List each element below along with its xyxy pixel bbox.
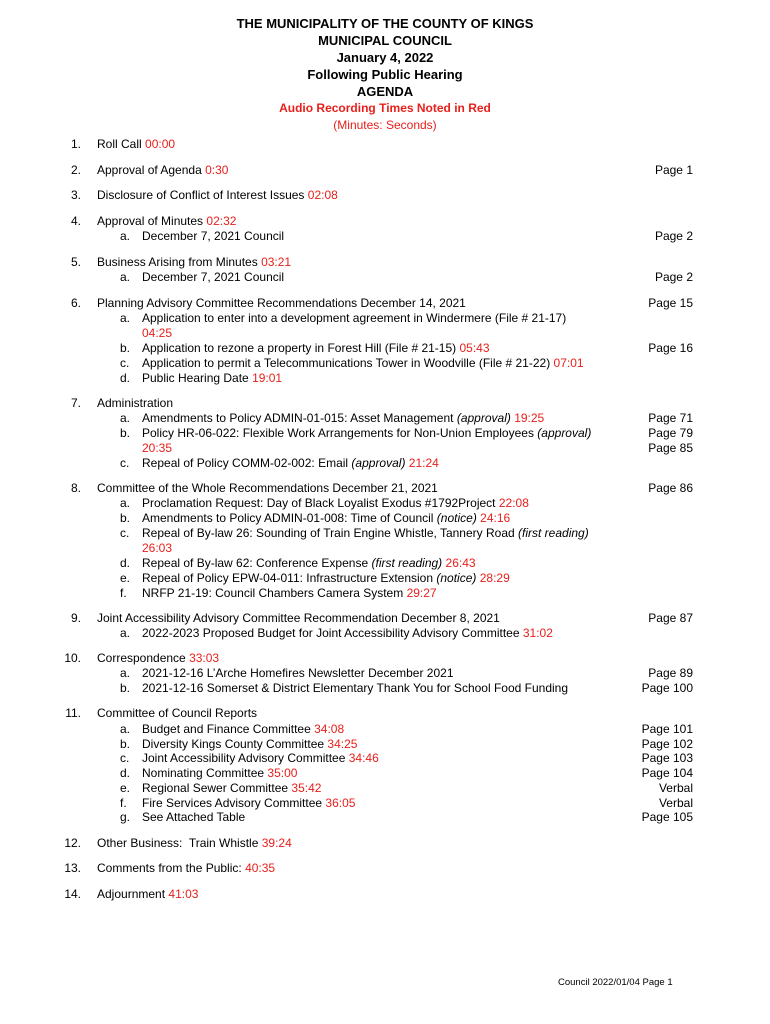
audio-time: 00:00 <box>145 137 176 151</box>
page-reference: Page 105 <box>641 810 693 824</box>
audio-time: 35:42 <box>291 781 322 795</box>
audio-time: 02:08 <box>307 188 338 202</box>
audio-time: 33:03 <box>189 651 220 665</box>
audio-time: 40:35 <box>245 861 276 875</box>
item-title: Business Arising from Minutes 03:21 <box>97 255 292 269</box>
item-number: 6. <box>70 296 81 310</box>
page-reference: Verbal <box>658 796 693 810</box>
item-number: 1. <box>70 137 81 151</box>
page-reference: Page 85 <box>648 441 693 455</box>
page-reference: Page 89 <box>648 666 693 680</box>
item-title: Disclosure of Conflict of Interest Issues 02:08 <box>97 188 338 202</box>
audio-time: 41:03 <box>168 887 199 901</box>
audio-time: 19:01 <box>252 371 283 385</box>
audio-time: 26:03 <box>142 541 173 555</box>
item-number: 8. <box>70 481 81 495</box>
audio-time: 19:25 <box>514 411 545 425</box>
item-title: Roll Call 00:00 <box>97 137 176 151</box>
item-title: Committee of Council Reports <box>97 706 258 720</box>
agenda-header <box>0 15 770 134</box>
audio-time: 35:00 <box>267 766 298 780</box>
page-reference: Page 16 <box>648 341 693 355</box>
page-reference: Page 2 <box>654 270 693 284</box>
page-reference: Page 1 <box>654 163 693 177</box>
audio-note: Audio Recording Times Noted in Red <box>279 101 491 115</box>
page-reference: Page 104 <box>641 766 693 780</box>
page-reference: Page 2 <box>654 229 693 243</box>
council-title: MUNICIPAL COUNCIL <box>318 33 452 48</box>
audio-time: 22:08 <box>498 496 529 510</box>
audio-time: 24:16 <box>480 511 511 525</box>
page-reference: Page 15 <box>648 296 693 310</box>
audio-time: 20:35 <box>142 441 173 455</box>
audio-time: 36:05 <box>325 796 356 810</box>
item-number: 12. <box>64 836 81 850</box>
item-title: Committee of the Whole Recommendations December 21, 2021 <box>97 481 438 495</box>
item-title: Joint Accessibility Advisory Committee Recommendation December 8, 2021 <box>97 611 500 625</box>
page-reference: Page 87 <box>648 611 693 625</box>
page-reference: Page 100 <box>641 681 693 695</box>
item-number: 3. <box>70 188 81 202</box>
agenda-heading: AGENDA <box>356 84 414 99</box>
audio-time: 26:43 <box>445 556 476 570</box>
audio-time: 05:43 <box>459 341 490 355</box>
item-number: 7. <box>70 396 81 410</box>
page-reference: Page 102 <box>641 737 693 751</box>
item-title: Adjournment 41:03 <box>97 887 199 901</box>
item-number: 9. <box>70 611 81 625</box>
page-reference: Page 101 <box>641 722 693 736</box>
audio-time: 34:25 <box>327 737 358 751</box>
meeting-date: January 4, 2022 <box>336 50 434 65</box>
item-title: Comments from the Public: 40:35 <box>97 861 276 875</box>
audio-time: 29:27 <box>406 586 437 600</box>
item-number: 14. <box>64 887 81 901</box>
item-title: Planning Advisory Committee Recommendations December 14, 2021 <box>97 296 466 310</box>
item-title: Administration <box>97 396 174 410</box>
item-title: Approval of Agenda 0:30 <box>97 163 229 177</box>
audio-time: 02:32 <box>206 214 237 228</box>
item-title: Approval of Minutes 02:32 <box>97 214 237 228</box>
page-reference: Page 103 <box>641 751 693 765</box>
audio-time: 07:01 <box>553 356 584 370</box>
audio-time: 0:30 <box>205 163 229 177</box>
page-reference: Verbal <box>658 781 693 795</box>
audio-time: 39:24 <box>261 836 292 850</box>
item-number: 5. <box>70 255 81 269</box>
meeting-subtitle: Following Public Hearing <box>307 67 463 82</box>
item-number: 10. <box>64 651 81 665</box>
audio-time: 34:08 <box>314 722 345 736</box>
item-number: 11. <box>65 706 81 720</box>
page-reference: Page 79 <box>648 426 693 440</box>
municipality-title: THE MUNICIPALITY OF THE COUNTY OF KINGS <box>236 16 534 31</box>
item-title: Other Business: Train Whistle 39:24 <box>97 836 292 850</box>
item-number: 13. <box>64 861 81 875</box>
item-number: 4. <box>70 214 81 228</box>
audio-time: 03:21 <box>261 255 292 269</box>
time-format-note: (Minutes: Seconds) <box>333 118 437 132</box>
item-number: 2. <box>70 163 81 177</box>
audio-time: 28:29 <box>479 571 510 585</box>
item-title: Correspondence 33:03 <box>97 651 220 665</box>
page-footer: Council 2022/01/04 Page 1 <box>558 977 673 988</box>
audio-time: 21:24 <box>408 456 439 470</box>
audio-time: 31:02 <box>522 626 553 640</box>
audio-time: 04:25 <box>142 326 173 340</box>
page-reference: Page 86 <box>648 481 693 495</box>
page-reference: Page 71 <box>648 411 693 425</box>
audio-time: 34:46 <box>348 751 379 765</box>
